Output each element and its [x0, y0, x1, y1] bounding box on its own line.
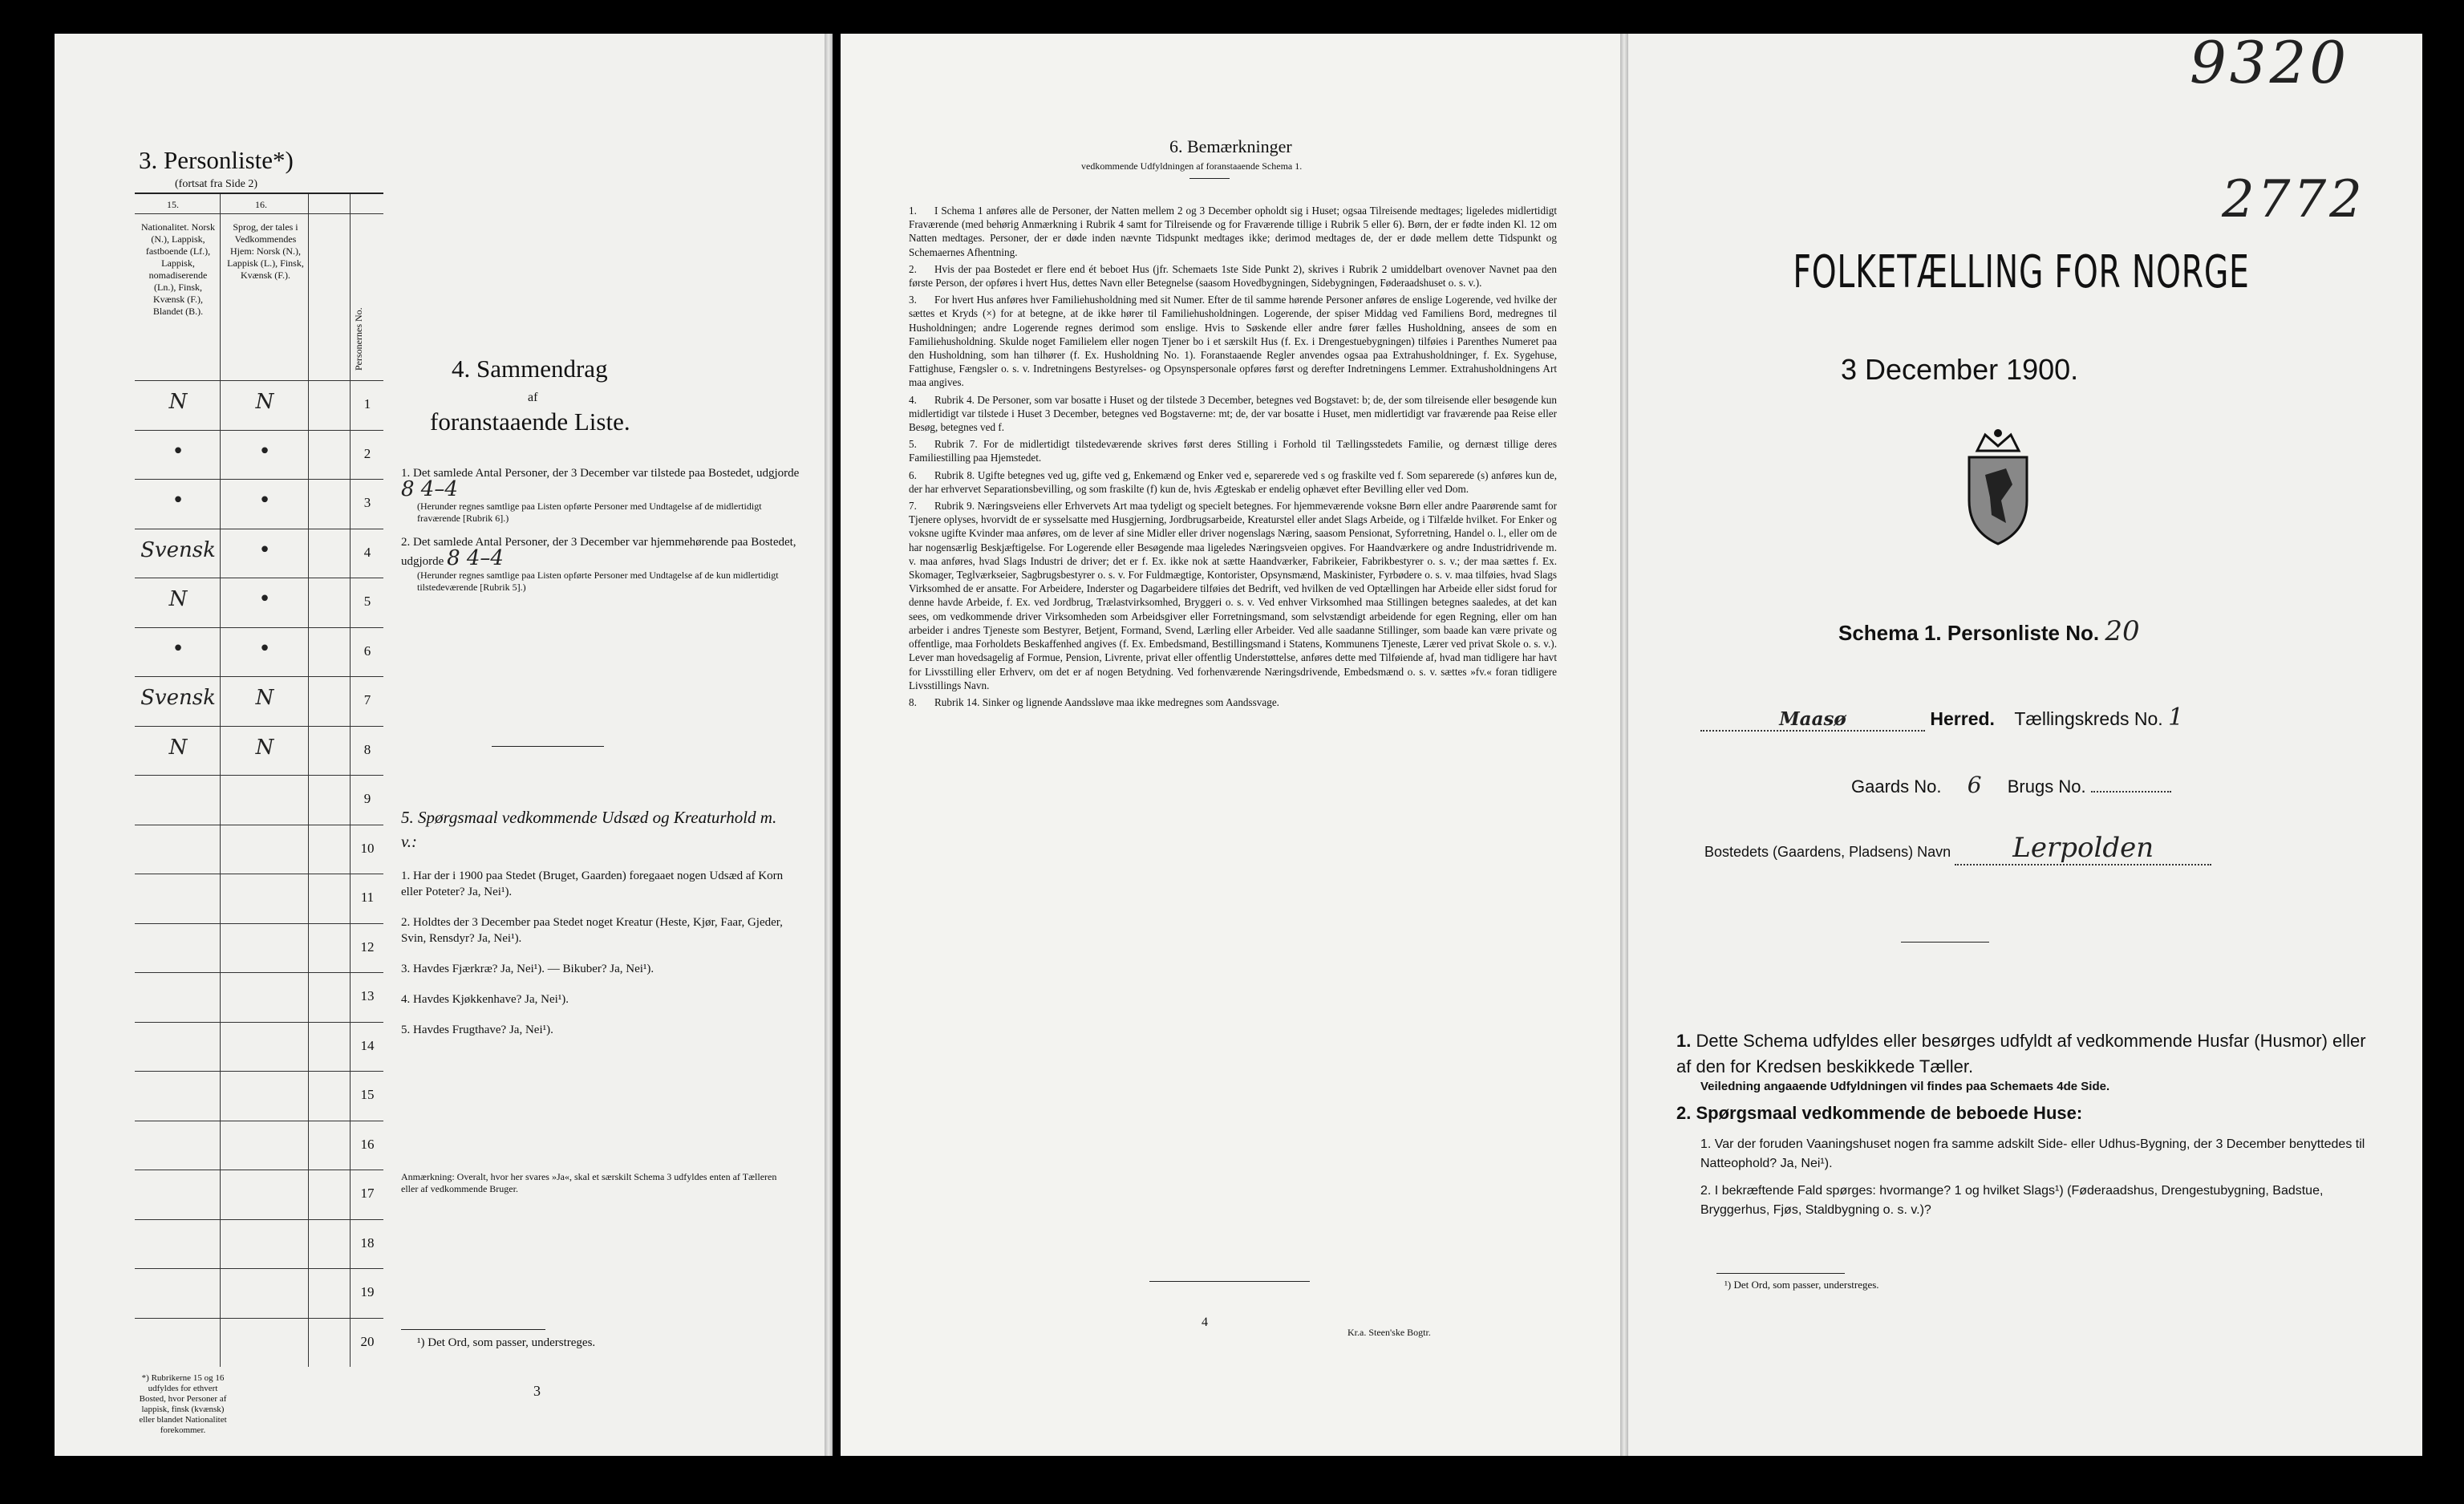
- row-number: 15: [360, 1087, 375, 1102]
- summary-title-af: af: [528, 391, 538, 404]
- row-number: 17: [360, 1186, 375, 1201]
- page-number-3: 3: [533, 1383, 541, 1399]
- col-header-person-no: Personernes No.: [353, 307, 364, 371]
- row-nationality: •: [172, 636, 184, 661]
- table-row: [135, 775, 383, 825]
- table-row: [135, 380, 383, 430]
- remarks-title: 6. Bemærkninger: [1169, 136, 1292, 156]
- instructions: [1676, 1028, 2382, 1220]
- remark-8: 8. Rubrik 14. Sinker og lignende Aandssløve maa ikke medregnes som Aandssvage.: [909, 695, 1279, 708]
- remark-2: 2. Hvis der paa Bostedet er flere end ét beboet Hus (jfr. Schemaets 1ste Side Punkt 2), skrives i Rubrik 2 umiddelbart ovenover Navnet paa den første Person, der opføres i hvert Hus, dettes Navn eller Betegnelse (saasom Hovedbygningen, Sidebygningen, Føderaadshuset o. s. v.).: [909, 262, 1557, 290]
- question-4: 4. Havdes Kjøkkenhave? Ja, Nei¹).: [401, 993, 569, 1006]
- remark-6: 6. Rubrik 8. Ugifte betegnes ved ug, gifte ved g, Enkemænd og Enker ved e, separerede ved s og fraskilte ved f. Som separerede (s) anføres kun de, der har erhvervet Separationsbevilling, og som fraskilte (f) kun de, hvis Ægteskab er endelig ophævet efter Bevilling eller ved Dom.: [909, 468, 1557, 495]
- summary-title: 4. Sammendrag: [452, 355, 608, 383]
- page-4-remarks: [841, 34, 1620, 1456]
- table-row: [135, 923, 383, 973]
- table-row: [135, 479, 383, 529]
- norway-coat-of-arms: [1953, 427, 2043, 551]
- gaards-number: 6: [1967, 772, 1982, 798]
- question-1: 1. Har der i 1900 paa Stedet (Bruget, Gaarden) foregaaet nogen Udsæd af Korn eller Poteter? Ja, Nei¹).: [401, 870, 784, 898]
- house-question-1: 1. Var der foruden Vaaningshuset nogen fra samme adskilt Side- eller Udhus-Bygning, der 3 December benyttedes til Natteophold? Ja, Nei¹).: [1700, 1137, 2365, 1170]
- row-nationality: Svensk: [140, 537, 216, 562]
- row-nationality: Svensk: [140, 686, 216, 710]
- table-row: [135, 1170, 383, 1219]
- bosted-name: Lerpolden: [1955, 832, 2211, 866]
- table-row: [135, 1022, 383, 1072]
- remark-7: 7. Rubrik 9. Næringsveiens eller Erhvervets Art maa tydeligt og specielt betegnes. For hjemmeværende voksne Børn eller andre Paarørende samt for Tjenere oplyses, hvorvidt de er sysselsatte med Husgjerning, Jordbrugsarbeide, Kreaturstel eller andet Slags Arbeide, og i Tilfælde hvilket. For Enker og voksne ugifte Kvinder maa anføres, om de lever af sine Midler eller driver nogenslags Næring, saasom Pensionat, Syforretning, Handel o. l., eller om de har nogensærlig Beskjæftigelse. For Logerende eller Besøgende maa ligeledes Næringsveien opgives. For Haandværkere og andre Industridrivende m. v. maa anføres, hvad Slags Industri de driver; det er f. Ex. ikke nok at sætte Haandværker, Fabrikeier, Fabrikbestyrer o. s. v.; der maa sættes f. Ex. Skomager, Teglværkseier, Sagbrugsbestyrer o. s. v. For Fuldmægtige, Kontorister, Opsynsmænd, Maskinister, Fyrbødere o. s. v. maa tilføies, hvad Slags Virksomhed de er ansatte. For Arbeidere, Inderster og Dagarbeidere tilføies det Bedrift, ved hvilken de ved Optællingen har Arbeide eller sidst forud for denne havde Arbeide, f. Ex. ved Jordbrug, Trælastvirksomhed, Bryggeri o. s. v. Ved enhver Virksomhed maa Stillingen betegnes saaledes, at det kan sees, om vedkommende driver Virksomheden som Arbeidsgiver eller Forretningsmand, som selvstændigt arbeidende for egen Regning, eller om han arbeider i andres Tjeneste som Bestyrer, Betjent, Formand, Svend, Lærling eller Arbeider. Ved alle saadanne Stillinger, som baade kan være private og offentlige, maa Forholdets Beskaffenhed angives (f. Ex. Embedsmand, Bestillingsmand i Statens, Kommunens Tjeneste, Lærer ved privat Skole o. s. v.). Lever man hovedsagelig af Formue, Pension, Livrente, privat eller offentlig Understøttelse, anføres dette med Tilføiende af, hvad man tidligere har havt for Livsstilling eller Erhverv, om det er af nogen Betydning. Ved forhenværende Næringsdrivende, Embedsmænd o. s. v. sættes »fv.« foran tidligere Livsstillings Navn.: [909, 500, 1557, 691]
- row-language: N: [255, 686, 274, 710]
- row-number: 7: [363, 692, 371, 707]
- instruction-1-sub: Veiledning angaaende Udfyldningen vil findes paa Schemaets 4de Side.: [1700, 1080, 2110, 1093]
- col-header-language: Sprog, der tales i Vedkommendes Hjem: Norsk (N.), Lappisk (L.), Finsk, Kvænsk (F.).: [227, 221, 304, 281]
- divider: [492, 746, 604, 747]
- row-language: •: [258, 439, 271, 464]
- house-questions: [1676, 1135, 2382, 1220]
- question-3: 3. Havdes Fjærkræ? Ja, Nei¹). — Bikuber? Ja, Nei¹).: [401, 963, 654, 975]
- row-number: 2: [363, 445, 371, 461]
- summary-item-2-handwriting: 8 4–4: [447, 546, 504, 570]
- row-language: •: [258, 488, 271, 513]
- kreds-number: 1: [2168, 703, 2184, 732]
- row-number: 18: [360, 1234, 375, 1251]
- questions-title: 5. Spørgsmaal vedkommende Udsæd og Kreaturhold m. v.:: [401, 808, 777, 851]
- house-question-2: 2. I bekræftende Fald spørges: hvormange? 1 og hvilket Slags¹) (Føderaadshus, Drengestubygning, Badstue, Bryggerhus, Fjøs, Staldbygning o. s. v.)?: [1700, 1184, 2324, 1217]
- table-row: [135, 1318, 383, 1368]
- row-number: 8: [363, 741, 371, 757]
- cover-footnote: ¹) Det Ord, som passer, understreges.: [1724, 1279, 1879, 1291]
- row-number: 6: [363, 643, 371, 659]
- row-number: 9: [363, 791, 371, 806]
- remark-4: 4. Rubrik 4. De Personer, som var bosatte i Huset og der tilstede 3 December, betegnes ved Bogstavet: b; de, der som tilreisende eller besøgende kun midlertidigt var tilstede i Huset 3 December, betegnes ved Bogstaverne: mt; de, der var bosatte i Huset, men midlertidigt var fraværende paa Reise eller Besøg, betegnes ved f.: [909, 393, 1557, 434]
- row-number: 11: [360, 890, 375, 905]
- personliste-subheading: (fortsat fra Side 2): [175, 178, 258, 190]
- table-row: [135, 726, 383, 776]
- table-row: [135, 529, 383, 578]
- table-row: [135, 825, 383, 874]
- row-number: 12: [360, 938, 375, 955]
- page1-footnote: ¹) Det Ord, som passer, understreges.: [417, 1336, 596, 1349]
- table-row: [135, 972, 383, 1022]
- instruction-2: 2. Spørgsmaal vedkommende de beboede Huse:: [1676, 1103, 2083, 1123]
- table-row: [135, 578, 383, 627]
- table-row: [135, 1219, 383, 1269]
- summary-subtitle: foranstaaende Liste.: [430, 407, 630, 436]
- question-2: 2. Holdtes der 3 December paa Stedet noget Kreatur (Heste, Kjør, Faar, Gjeder, Svin, Rensdyr? Ja, Nei¹).: [401, 916, 783, 945]
- row-language: •: [258, 587, 271, 611]
- table-row: [135, 627, 383, 677]
- row-number: 3: [363, 495, 371, 510]
- herred-name: Maasø: [1700, 708, 1925, 732]
- herred-line: Maasø Herred. Tællingskreds No. 1: [1700, 703, 2358, 732]
- gaards-line: Gaards No. 6 Brugs No.: [1851, 772, 2171, 798]
- row-language: •: [258, 537, 271, 562]
- row-nationality: N: [168, 735, 188, 760]
- row-language: N: [255, 735, 274, 760]
- row-number: 4: [363, 544, 371, 560]
- schema-label: Schema 1. Personliste No. 20: [1838, 615, 2140, 647]
- page-1-cover: [1628, 29, 2422, 1456]
- table-row: [135, 1121, 383, 1170]
- row-number: 16: [360, 1136, 375, 1152]
- row-language: •: [258, 636, 271, 661]
- remark-1: 1. I Schema 1 anføres alle de Personer, der Natten mellem 2 og 3 December opholdt sig i Huset; ogsaa Tilreisende medtages; ligeledes midlertidigt Fraværende (med behørig Anmærkning i Rubrik 4 samt for Tilreisende og for Fraværende tillige i Rubrik 5 eller 6). Børn, der er fødte inden Kl. 12 om Natten medtages. Personer, der er døde inden nævnte Tidspunkt medtages ikke; derimod medtages de, der er døde mellem dette Tidspunkt og Schemaernes Afhentning.: [909, 205, 1557, 258]
- row-number: 20: [360, 1333, 375, 1349]
- row-number: 1: [363, 396, 371, 411]
- row-number: 19: [360, 1284, 375, 1299]
- col-number-16: 16.: [255, 199, 267, 210]
- col-header-nationality: Nationalitet. Norsk (N.), Lappisk, fastboende (Lf.), Lappisk, nomadiserende (Ln.), Finsk, Kvænsk (F.), Blandet (B.).: [141, 221, 215, 317]
- row-number: 14: [360, 1037, 375, 1053]
- remarks-subtitle: vedkommende Udfyldningen af foranstaaende Schema 1.: [1081, 160, 1303, 172]
- row-number: 10: [360, 840, 375, 856]
- row-nationality: •: [172, 488, 184, 513]
- page-3-personliste: [55, 34, 825, 1456]
- table-row: [135, 1071, 383, 1121]
- table-row: [135, 1268, 383, 1318]
- row-language: N: [255, 390, 274, 414]
- questions-note: Anmærkning: Overalt, hvor her svares »Ja«, skal et særskilt Schema 3 udfyldes enten af Tælleren eller af vedkommende Bruger.: [401, 1171, 777, 1194]
- personliste-heading: 3. Personliste*): [139, 146, 294, 174]
- summary-item-2: 2. Det samlede Antal Personer, der 3 December var hjemmehørende paa Bostedet, udgjorde 8 4–4 (Herunder regnes samtlige paa Listen opførte Personer med Undtagelse af de kun midlertidigt tilstedeværende [Rubrik 5].): [401, 536, 796, 593]
- row-nationality: N: [168, 587, 188, 611]
- questions-list: [401, 868, 786, 1052]
- archive-number-2: 2772: [2222, 170, 2365, 229]
- document-date: 3 December 1900.: [1841, 353, 2079, 386]
- summary-item-1-handwriting: 8 4–4: [401, 477, 458, 501]
- remark-3: 3. For hvert Hus anføres hver Familiehusholdning med sit Numer. Efter de til samme hørende Personer anføres de enslige Logerende, ved hvilke der sættes et Kryds (×) for at betegne, at de ikke hører til Familiehusholdningen. Logerende, der spiser Middag ved Familiens Bord, medregnes til Husholdningen; andre Logerende regnes derimod som enslige. Hvis to Søskende eller andre fører fælles Husholdning, ansees de som en Familiehusholdning. Skulde noget Familielem eller nogen Tjener bo i et særskilt Hus (f. Ex. i Drengestuebygningen) tilføies i Parenthes Numeret paa den Husholdning, som han tilhører (f. Ex. Husholdning No. 1). Foranstaaende Regler anvendes ogsaa paa Extrahusholdninger, f. Ex. Sygehuse, Fattighuse, Fængsler o. s. v. Indretningens Bestyrelses- og Opsynspersonale opføres først og derefter Indretningens Lemmer. Extrahusholdningens Art maa angives.: [909, 294, 1557, 389]
- col-number-15: 15.: [167, 199, 179, 210]
- row-nationality: •: [172, 439, 184, 464]
- page-number-4: 4: [1202, 1315, 1208, 1329]
- row-nationality: N: [168, 390, 188, 414]
- schema-number: 20: [2105, 615, 2140, 647]
- table-row: [135, 874, 383, 923]
- remarks-list: [909, 204, 1557, 712]
- row-number: 5: [363, 594, 371, 609]
- personliste-footnote: *) Rubrikerne 15 og 16 udfyldes for ethvert Bosted, hvor Personer af lappisk, finsk (kvænsk) eller blandet Nationalitet forekommer.: [139, 1373, 227, 1435]
- summary-list: [401, 465, 802, 603]
- remark-5: 5. Rubrik 7. For de midlertidigt tilstedeværende skrives først deres Stilling i Forhold til Tællingsstedets Familie, og dernæst tillige deres Familiestilling paa Hjemstedet.: [909, 438, 1557, 464]
- archive-number-1: 9320: [2190, 29, 2350, 96]
- summary-item-1: 1. Det samlede Antal Personer, der 3 December var tilstede paa Bostedet, udgjorde 8 4–4 (Herunder regnes samtlige paa Listen opførte Personer med Undtagelse af de midlertidigt fraværende [Rubrik 6].): [401, 467, 800, 524]
- document-title: FOLKETÆLLING FOR NORGE: [1793, 246, 2250, 298]
- bosted-line: Bostedets (Gaardens, Pladsens) Navn Lerpolden: [1704, 832, 2211, 866]
- table-row: [135, 430, 383, 480]
- table-row: [135, 676, 383, 726]
- personliste-table: [135, 193, 383, 1365]
- question-5: 5. Havdes Frugthave? Ja, Nei¹).: [401, 1024, 553, 1036]
- instruction-1: 1. Dette Schema udfyldes eller besørges udfyldt af vedkommende Husfar (Husmor) eller af den for Kredsen beskikkede Tæller.: [1676, 1031, 2366, 1076]
- row-number: 13: [360, 988, 375, 1003]
- ornament-divider: [1901, 942, 1989, 943]
- printer-imprint: Kr.a. Steen'ske Bogtr.: [1348, 1327, 1431, 1338]
